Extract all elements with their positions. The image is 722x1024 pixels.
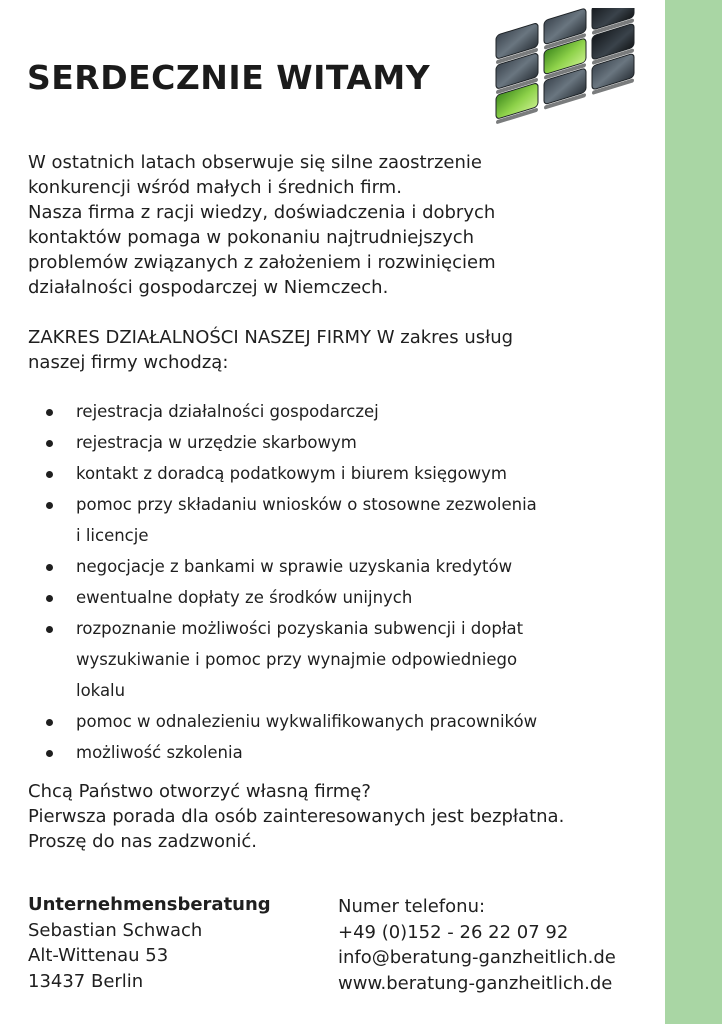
closing-line: Chcą Państwo otworzyć własną firmę? <box>28 781 371 802</box>
green-side-stripe <box>665 0 722 1024</box>
company-name: Unternehmensberatung <box>28 894 271 915</box>
closing-line: Proszę do nas zadzwonić. <box>28 831 257 852</box>
service-text-continued: lokalu <box>76 681 126 700</box>
service-text: rejestracja w urzędzie skarbowym <box>76 433 357 452</box>
service-text: rejestracja działalności gospodarczej <box>76 402 379 421</box>
intro-line: W ostatnich latach obserwuje się silne zaostrzenie <box>28 152 482 173</box>
closing-line: Pierwsza porada dla osób zainteresowanych jest bezpłatna. <box>28 806 565 827</box>
service-text: rozpoznanie możliwości pozyskania subwencji i dopłat <box>76 619 524 638</box>
scope-heading <box>28 325 648 375</box>
intro-line: kontaktów pomaga w pokonaniu najtrudniejszych <box>28 227 475 248</box>
closing-paragraph <box>28 779 658 854</box>
address-block <box>28 892 271 994</box>
phone-label: Numer telefonu: <box>338 896 486 917</box>
city-address: 13437 Berlin <box>28 970 144 992</box>
service-item <box>28 458 648 489</box>
service-item <box>28 427 648 458</box>
contact-block <box>338 894 616 996</box>
phone-number[interactable]: +49 (0)152 - 26 22 07 92 <box>338 921 569 943</box>
service-item <box>28 489 648 551</box>
service-item <box>28 551 648 582</box>
service-text-continued: wyszukiwanie i pomoc przy wynajmie odpowiedniego <box>76 650 518 669</box>
green-gray-tile-grid-icon <box>490 8 650 132</box>
services-list <box>28 396 648 768</box>
service-item <box>28 396 648 427</box>
service-text: pomoc przy składaniu wniosków o stosowne zezwolenia <box>76 495 537 514</box>
service-text: negocjacje z bankami w sprawie uzyskania kredytów <box>76 557 513 576</box>
website-link[interactable]: www.beratung-ganzheitlich.de <box>338 972 613 994</box>
service-item <box>28 706 648 737</box>
service-item <box>28 613 648 706</box>
service-text: możliwość szkolenia <box>76 743 243 762</box>
page-title: SERDECZNIE WITAMY <box>27 58 431 97</box>
intro-line: konkurencji wśród małych i średnich firm. <box>28 177 402 198</box>
email-link[interactable]: info@beratung-ganzheitlich.de <box>338 947 616 968</box>
service-text-continued: i licencje <box>76 526 149 545</box>
contact-person: Sebastian Schwach <box>28 919 203 941</box>
service-text: kontakt z doradcą podatkowym i biurem księgowym <box>76 464 507 483</box>
service-item <box>28 737 648 768</box>
intro-paragraph <box>28 150 648 300</box>
intro-line: problemów związanych z założeniem i rozwinięciem <box>28 252 496 273</box>
street-address: Alt-Wittenau 53 <box>28 945 169 966</box>
service-text: pomoc w odnalezieniu wykwalifikowanych pracowników <box>76 712 538 731</box>
intro-line: Nasza firma z racji wiedzy, doświadczenia i dobrych <box>28 202 496 223</box>
scope-line: naszej firmy wchodzą: <box>28 352 229 373</box>
service-text: ewentualne dopłaty ze środków unijnych <box>76 588 413 607</box>
scope-line: ZAKRES DZIAŁALNOŚCI NASZEJ FIRMY W zakres usług <box>28 327 514 348</box>
intro-line: działalności gospodarczej w Niemczech. <box>28 277 389 298</box>
service-item <box>28 582 648 613</box>
